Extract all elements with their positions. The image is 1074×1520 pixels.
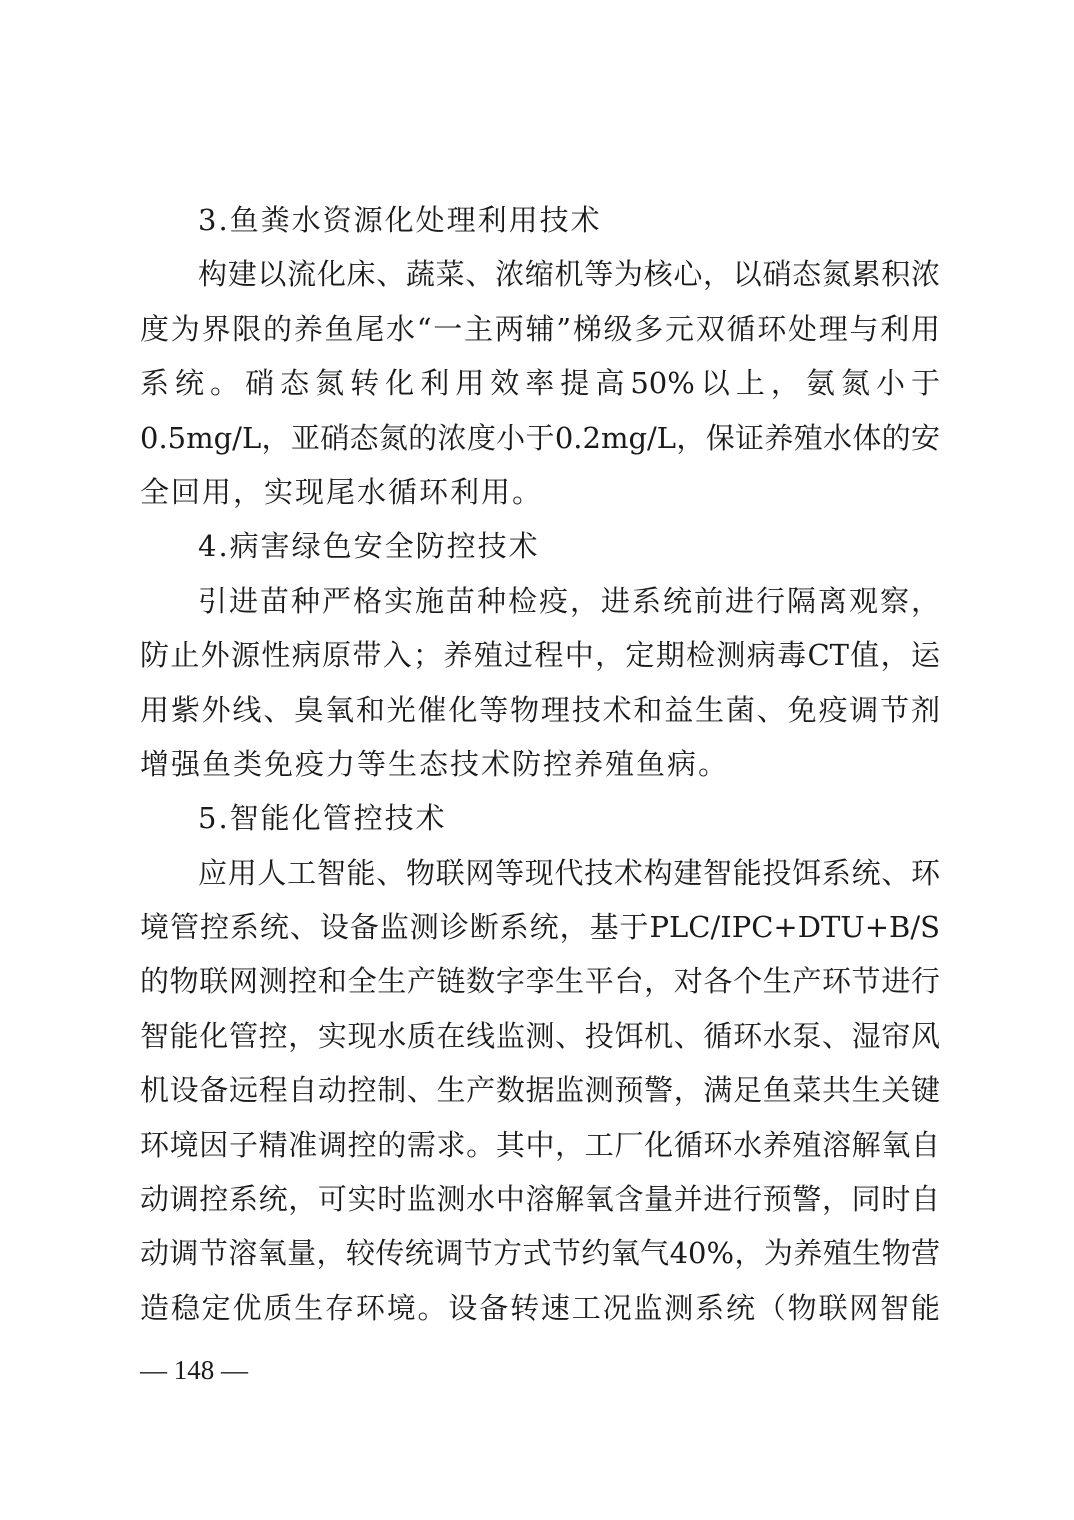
section-heading-3: 3.鱼粪水资源化处理利用技术 (198, 203, 602, 237)
page-number: — 148 — (140, 1355, 248, 1385)
paragraph-line: 机设备远程自动控制、生产数据监测预警，满足鱼菜共生关键 (140, 1073, 940, 1108)
paragraph-line: 境管控系统、设备监测诊断系统，基于PLC/IPC+DTU+B/S (140, 910, 940, 945)
paragraph-line: 度为界限的养鱼尾水“一主两辅”梯级多元双循环处理与利用 (140, 311, 940, 346)
paragraph-line: 环境因子精准调控的需求。其中，工厂化循环水养殖溶解氧自 (140, 1127, 940, 1162)
paragraph-line: 用紫外线、臭氧和光催化等物理技术和益生菌、免疫调节剂 (140, 692, 940, 727)
section-heading-5: 5.智能化管控技术 (198, 801, 447, 836)
paragraph-line: 全回用，实现尾水循环利用。 (140, 474, 544, 509)
paragraph-line: 造稳定优质生存环境。设备转速工况监测系统（物联网智能 (140, 1290, 940, 1325)
paragraph-line: 系统。硝态氮转化利用效率提高50%以上，氨氮小于 (140, 366, 940, 401)
paragraph-line: 防止外源性病原带入；养殖过程中，定期检测病毒CT值，运 (140, 638, 940, 673)
section-heading-4: 4.病害绿色安全防控技术 (198, 529, 540, 564)
body-text (140, 193, 940, 1335)
paragraph-line: 应用人工智能、物联网等现代技术构建智能投饵系统、环 (198, 855, 940, 890)
paragraph-line: 引进苗种严格实施苗种检疫，进系统前进行隔离观察， (198, 583, 940, 618)
paragraph-line: 0.5mg/L，亚硝态氮的浓度小于0.2mg/L，保证养殖水体的安 (140, 420, 940, 455)
paragraph-line: 动调节溶氧量，较传统调节方式节约氧气40%，为养殖生物营 (140, 1236, 940, 1271)
paragraph-line: 构建以流化床、蔬菜、浓缩机等为核心，以硝态氮累积浓 (198, 257, 940, 292)
paragraph-line: 的物联网测控和全生产链数字孪生平台，对各个生产环节进行 (140, 964, 940, 999)
paragraph-line: 智能化管控，实现水质在线监测、投饵机、循环水泵、湿帘风 (140, 1018, 940, 1053)
paragraph-line: 动调控系统，可实时监测水中溶解氧含量并进行预警，同时自 (140, 1182, 940, 1217)
paragraph-line: 增强鱼类免疫力等生态技术防控养殖鱼病。 (140, 746, 730, 781)
